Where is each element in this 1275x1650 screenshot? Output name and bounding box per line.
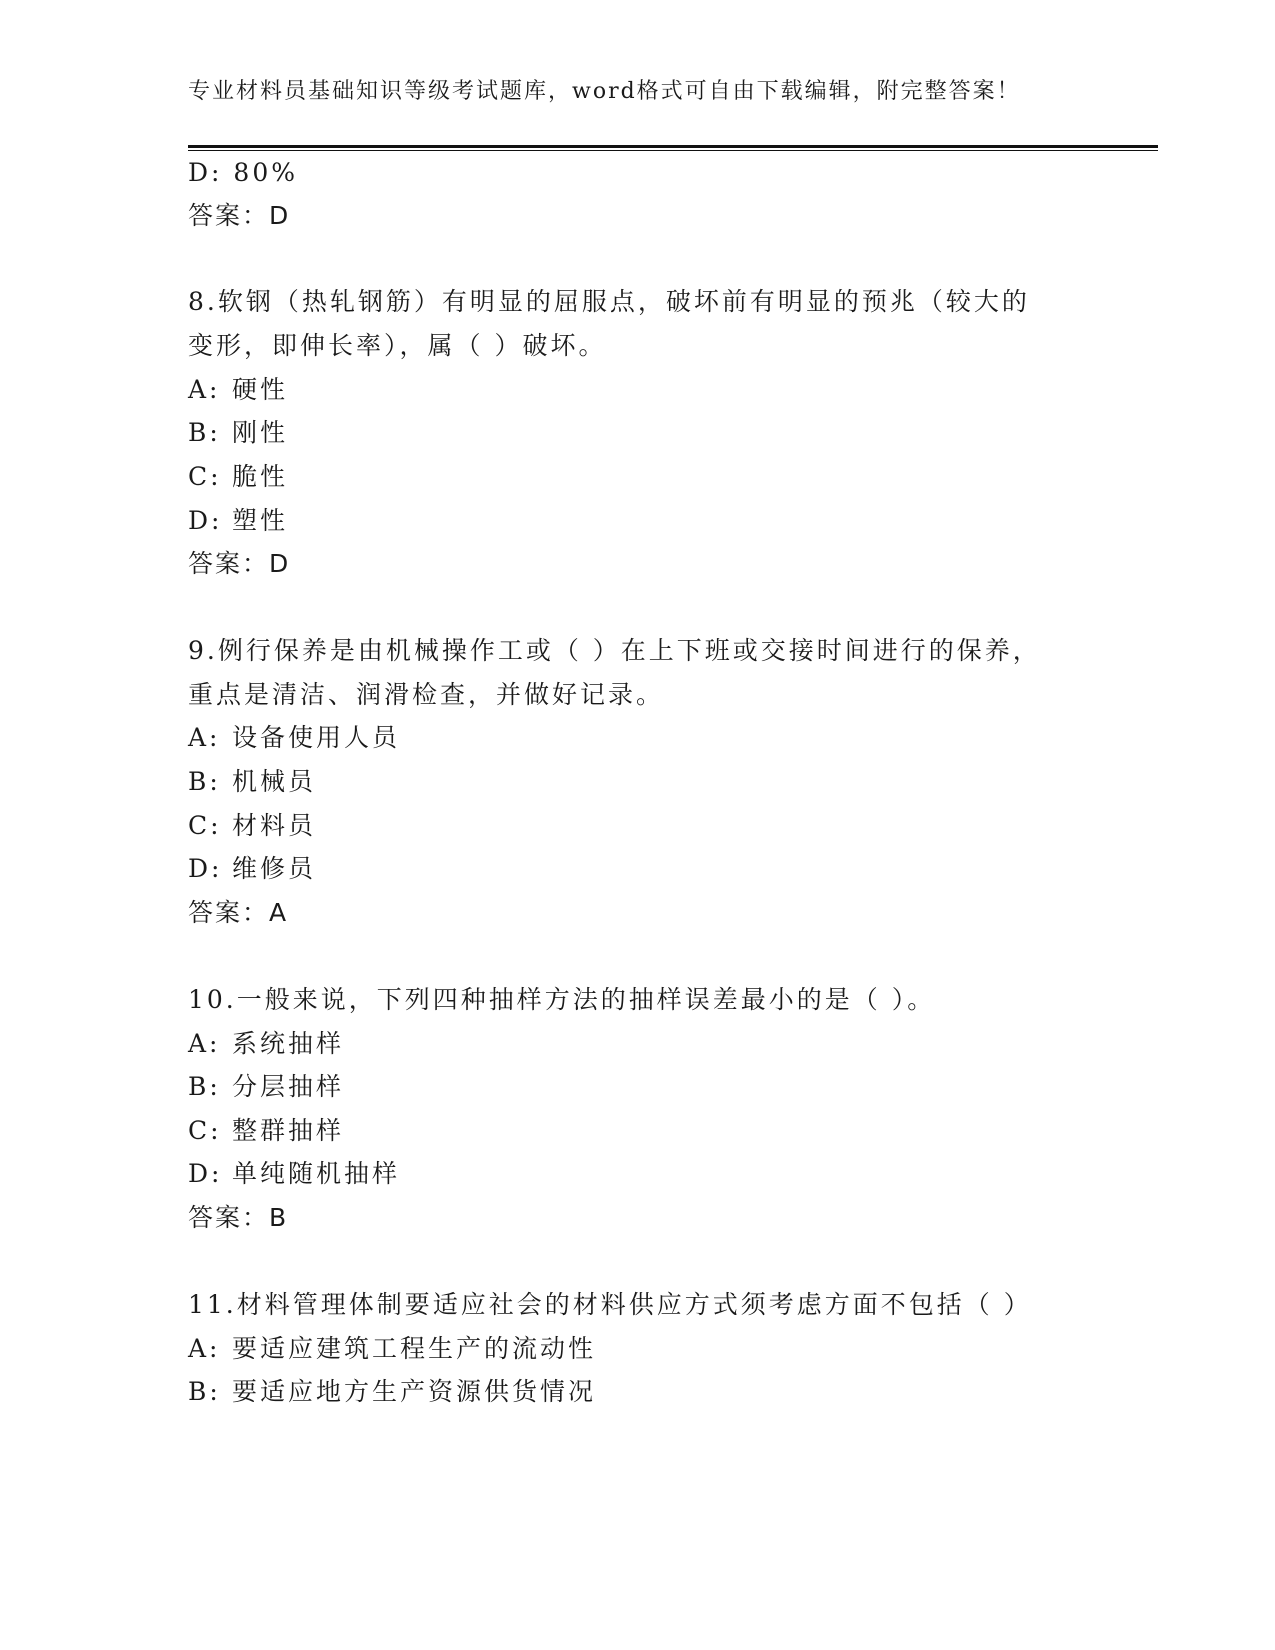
question-9-option-d (188, 854, 316, 884)
option-text: 脆性 (232, 462, 289, 491)
option-letter: D: (188, 1159, 223, 1188)
question-11-stem-line1: 11.材料管理体制要适应社会的材料供应方式须考虑方面不包括（ ） (188, 1290, 1032, 1319)
option-text: 维修员 (232, 854, 317, 883)
option-letter: D: (188, 506, 223, 535)
option-text: 设备使用人员 (232, 723, 401, 752)
option-letter: B: (188, 418, 221, 447)
option-letter: A: (188, 1029, 221, 1058)
option-text: 机械员 (232, 767, 317, 796)
option-text: 材料员 (232, 811, 317, 840)
question-9-option-c (188, 811, 316, 841)
option-text: 刚性 (232, 418, 289, 447)
option-text: 塑性 (232, 506, 289, 535)
option-letter: C: (188, 811, 222, 840)
prev-option-d: D: 80% (188, 158, 298, 187)
question-9-stem-line1: 9.例行保养是由机械操作工或（ ）在上下班或交接时间进行的保养， (188, 636, 1041, 665)
question-8-option-d (188, 506, 288, 536)
option-letter: D: (188, 854, 223, 883)
header-divider (188, 145, 1158, 151)
option-text: 要适应建筑工程生产的流动性 (232, 1334, 597, 1363)
question-10-option-a (188, 1029, 344, 1059)
question-10-stem-line1: 10.一般来说，下列四种抽样方法的抽样误差最小的是（ ）。 (188, 985, 936, 1014)
question-8-option-a (188, 375, 288, 405)
question-10-option-b (188, 1072, 344, 1102)
question-8-answer: 答案：D (188, 549, 291, 578)
page-header: 专业材料员基础知识等级考试题库，word格式可自由下载编辑，附完整答案！ (188, 79, 1021, 104)
option-letter: B: (188, 767, 221, 796)
question-10-option-c (188, 1116, 344, 1146)
option-letter: A: (188, 723, 221, 752)
option-letter: A: (188, 375, 221, 404)
option-text: 单纯随机抽样 (232, 1159, 401, 1188)
header-divider-thin (188, 150, 1158, 151)
question-11-option-a (188, 1334, 596, 1364)
question-9-answer: 答案：A (188, 898, 289, 927)
question-9-option-b (188, 767, 316, 797)
question-9-stem-line2: 重点是清洁、润滑检查，并做好记录。 (188, 680, 665, 709)
option-letter: B: (188, 1072, 221, 1101)
question-8-stem-line2: 变形，即伸长率），属（ ）破坏。 (188, 331, 607, 360)
option-letter: B: (188, 1377, 221, 1406)
question-11-option-b (188, 1377, 596, 1407)
question-8-option-b (188, 418, 288, 448)
option-letter: C: (188, 1116, 222, 1145)
option-letter: A: (188, 1334, 221, 1363)
question-10-option-d (188, 1159, 400, 1189)
option-text: 硬性 (232, 375, 289, 404)
header-divider-thick (188, 145, 1158, 148)
question-10-answer: 答案：B (188, 1203, 289, 1232)
question-9-option-a (188, 723, 400, 753)
option-text: 系统抽样 (232, 1029, 345, 1058)
option-text: 整群抽样 (232, 1116, 345, 1145)
option-text: 要适应地方生产资源供货情况 (232, 1377, 597, 1406)
question-8-option-c (188, 462, 288, 492)
question-8-stem-line1: 8.软钢（热轧钢筋）有明显的屈服点，破坏前有明显的预兆（较大的 (188, 287, 1030, 316)
option-text: 分层抽样 (232, 1072, 345, 1101)
prev-answer: 答案：D (188, 201, 291, 230)
option-letter: C: (188, 462, 222, 491)
